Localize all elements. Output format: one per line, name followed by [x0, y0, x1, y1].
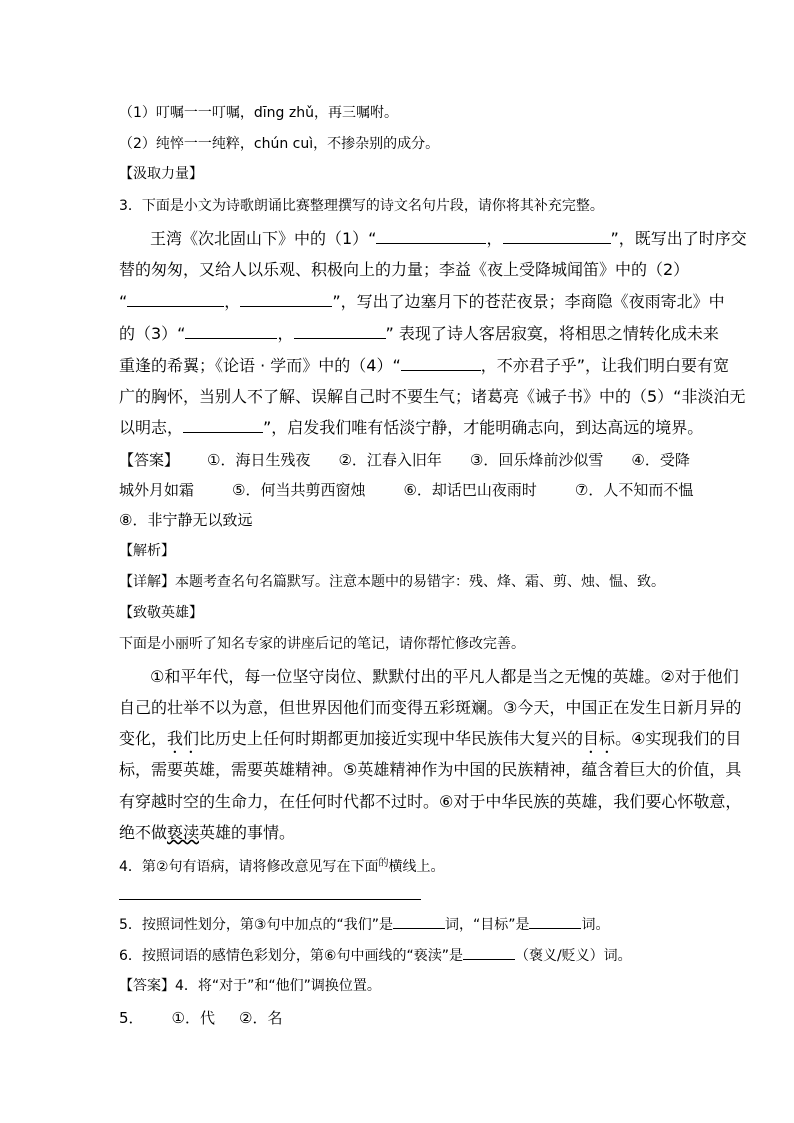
q3-line-5: 重逢的希翼；《论语 · 学而》中的（4）“ ，不亦君子乎”，让我们明白要有宽 [119, 356, 730, 375]
passage-line-3: 变化，我们比历史上任何时期都更加接近实现中华民族伟大复兴的目标。④实现我们的目 [119, 729, 742, 748]
section-heading-hero: 【致敬英雄】 [119, 605, 203, 621]
note-2: （2）纯悴一一纯粹，chún cuì，不掺杂别的成分。 [119, 136, 440, 152]
question-6: 6．按照词语的感情色彩划分，第⑥句中画线的“亵渎”是 （褒义/贬义）词。 [119, 945, 632, 966]
answer-line-q4[interactable] [119, 899, 421, 900]
q3-line-7: 以明志， ”，启发我们唯有恬淡宁静，才能明确志向，到达高远的境界。 [119, 418, 704, 437]
note-1: （1）叮嘱一一叮嘱，dīng zhǔ，再三嘱咐。 [119, 105, 398, 121]
passage-line-4: 标，需要英雄，需要英雄精神。⑤英雄精神作为中国的民族精神，蕴含着巨大的价值，具 [119, 760, 742, 779]
q3-line-2: 替的匆匆，又给人以乐观、积极向上的力量；李益《夜上受降城闻笛》中的（2） [119, 260, 690, 279]
section-heading-strength: 【汲取力量】 [119, 166, 203, 182]
passage-line-1: ①和平年代，每一位坚守岗位、默默付出的平凡人都是当之无愧的英雄。②对于他们 [150, 667, 739, 686]
q3-answer-line-3: ⑧．非宁静无以致远 [119, 511, 253, 529]
passage-line-2: 自己的壮举不以为意，但世界因他们而变得五彩斑斓。③今天，中国正在发生日新月异的 [119, 698, 742, 717]
underlined-word-xiedu: 亵渎 [167, 823, 200, 842]
dotted-word-mubiao: 目标 [583, 729, 616, 748]
blank-q6[interactable] [463, 945, 515, 960]
blank-5[interactable] [185, 324, 277, 339]
q3-line-1: 王湾《次北固山下》中的（1）“ ， ”，既写出了时序交 [150, 229, 747, 248]
blank-7[interactable] [401, 356, 481, 371]
dotted-word-women: 我们 [167, 729, 200, 748]
blank-3[interactable] [127, 292, 224, 307]
blank-6[interactable] [294, 324, 386, 339]
passage-line-6: 绝不做亵渎英雄的事情。 [119, 823, 296, 842]
passage-intro: 下面是小丽听了知名专家的讲座后记的笔记，请你帮忙修改完善。 [119, 636, 525, 652]
blank-4[interactable] [240, 292, 332, 307]
q3-answer-line-1: 【答案】 ①．海日生残夜 ②．江春入旧年 ③．回乐烽前沙似雪 ④．受降 [119, 451, 690, 469]
answer-q4: 【答案】4．将“对于”和“他们”调换位置。 [119, 978, 381, 994]
blank-q5-1[interactable] [393, 914, 445, 929]
blank-8[interactable] [183, 418, 263, 433]
question-5: 5．按照词性划分，第③句中加点的“我们”是 词，“目标”是 词。 [119, 914, 609, 935]
question-3-stem: 3．下面是小文为诗歌朗诵比赛整理撰写的诗文名句片段，请你将其补充完整。 [119, 198, 604, 214]
question-4: 4．第②句有语病，请将修改意见写在下面$^的$横线上。 [119, 858, 445, 875]
q3-line-6: 广的胸怀，当别人不了解、误解自己时不要生气；诸葛亮《诫子书》中的（5）“非淡泊无 [119, 387, 746, 406]
analysis-heading: 【解析】 [119, 543, 175, 559]
blank-2[interactable] [503, 229, 611, 244]
blank-q5-2[interactable] [529, 914, 581, 929]
detail-explanation: 【详解】本题考查名句名篇默写。注意本题中的易错字：残、烽、霜、剪、烛、愠、致。 [119, 574, 665, 590]
q3-line-3: “ ， ”，写出了边塞月下的苍茫夜景；李商隐《夜雨寄北》中 [119, 292, 725, 311]
blank-1[interactable] [376, 229, 486, 244]
q3-line-4: 的（3）“ ， ” 表现了诗人客居寂寞，将相思之情转化成未来 [119, 324, 719, 343]
passage-line-5: 有穿越时空的生命力，在任何时代都不过时。⑥对于中华民族的英雄，我们要心怀敬意， [119, 792, 742, 811]
answer-q5: 5． ①．代 ②．名 [119, 1009, 283, 1027]
q3-answer-line-2: 城外月如霜 ⑤．何当共剪西窗烛 ⑥．却话巴山夜雨时 ⑦．人不知而不愠 [119, 481, 694, 499]
